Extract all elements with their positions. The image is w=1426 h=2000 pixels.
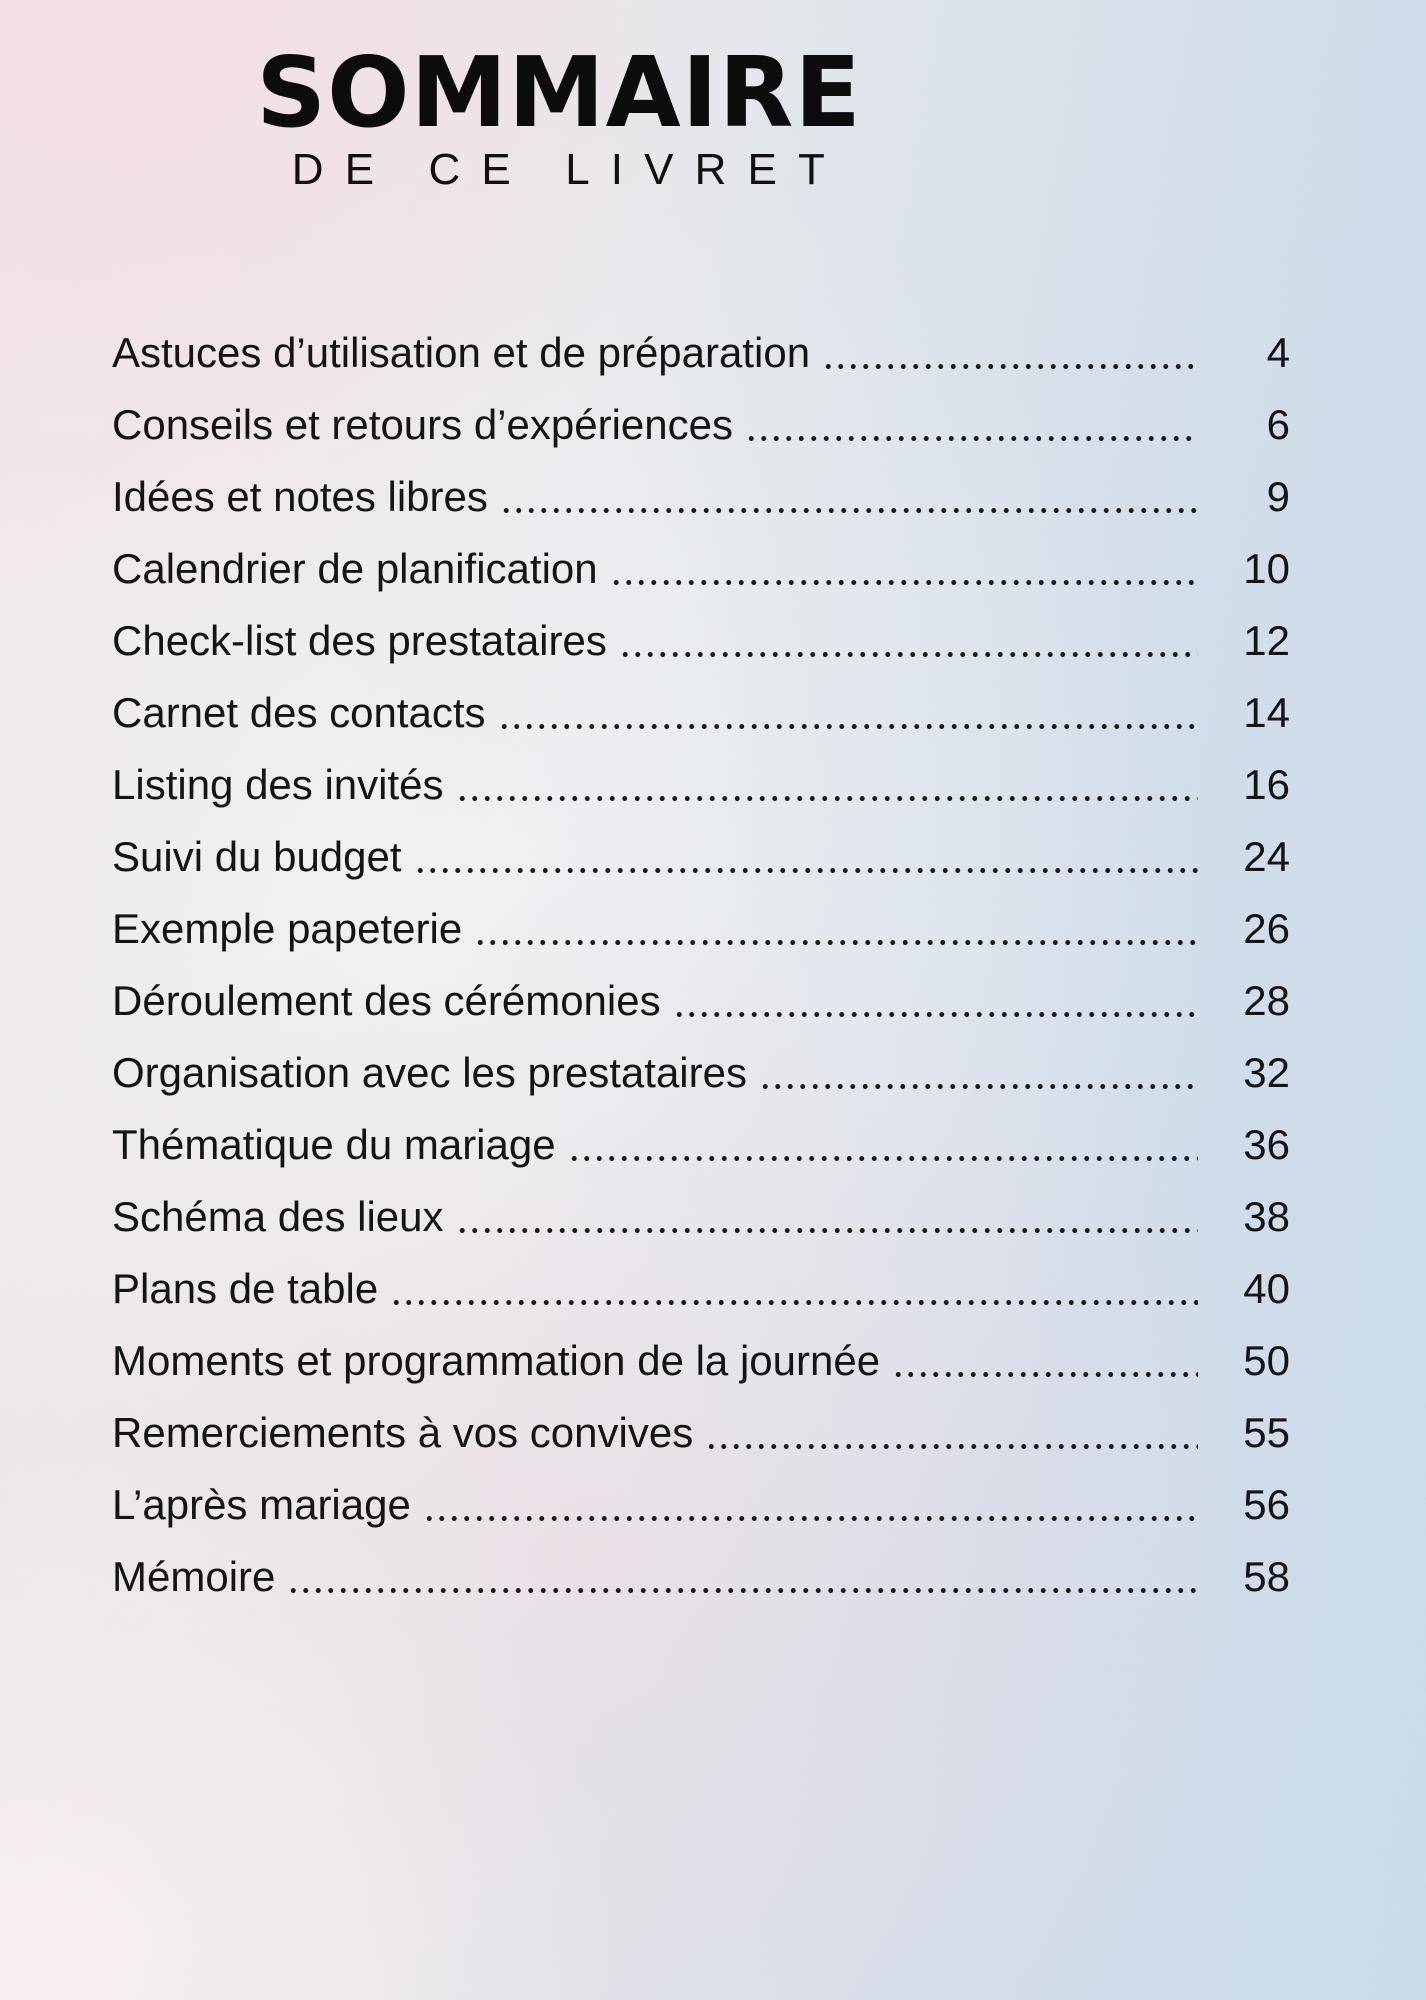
dot-leader [705,1397,1198,1469]
toc-entry-page: 26 [1243,905,1290,952]
toc-row [112,893,1290,965]
toc-entry-page: 14 [1243,689,1290,736]
page-title: SOMMAIRE [256,36,862,149]
dot-leader [498,677,1198,749]
toc-row [112,1325,1290,1397]
toc-entry-label: Organisation avec les prestataires [112,1049,747,1096]
toc-entry-page: 36 [1243,1121,1290,1168]
toc-row [112,1181,1290,1253]
toc-row [112,1397,1290,1469]
dot-leader [610,533,1198,605]
toc-entry-page: 50 [1243,1337,1290,1384]
dot-leader [759,1037,1198,1109]
toc-entry-page: 9 [1266,473,1290,520]
dot-leader [673,965,1198,1037]
toc-entry-page: 58 [1243,1553,1290,1600]
toc-entry-page: 6 [1266,401,1290,448]
toc-row [112,1109,1290,1181]
toc-entry-label: Calendrier de planification [112,545,598,592]
toc-entry-label: Conseils et retours d’expériences [112,401,733,448]
toc-entry-label: Idées et notes libres [112,473,488,520]
page-subtitle: DE CE LIVRET [291,145,846,194]
toc-entry-label: Suivi du budget [112,833,402,880]
toc-entry-page: 56 [1243,1481,1290,1528]
dot-leader [892,1325,1198,1397]
toc-row [112,821,1290,893]
toc-entry-label: Plans de table [112,1265,379,1312]
page-header [112,36,1006,195]
toc-entry-label: Moments et programmation de la journée [112,1337,881,1384]
toc-row [112,1037,1290,1109]
dot-leader [568,1109,1198,1181]
toc-entry-label: Mémoire [112,1553,276,1600]
toc-entry-label: Carnet des contacts [112,689,486,736]
toc-row [112,677,1290,749]
toc-list [112,317,1290,1613]
toc-entry-label: Thématique du mariage [112,1121,556,1168]
toc-entry-page: 12 [1243,617,1290,664]
dot-leader [423,1469,1198,1541]
toc-row [112,533,1290,605]
toc-row [112,461,1290,533]
toc-row [112,749,1290,821]
toc-entry-page: 4 [1266,329,1290,376]
toc-entry-label: Astuces d’utilisation et de préparation [112,329,811,376]
toc-entry-label: Check-list des prestataires [112,617,607,664]
dot-leader [456,749,1198,821]
toc-entry-label: L’après mariage [112,1481,411,1528]
toc-entry-page: 55 [1243,1409,1290,1456]
toc-row [112,389,1290,461]
toc-entry-page: 16 [1243,761,1290,808]
dot-leader [500,461,1198,533]
toc-entry-page: 28 [1243,977,1290,1024]
toc-entry-page: 10 [1243,545,1290,592]
toc-entry-page: 24 [1243,833,1290,880]
dot-leader [619,605,1198,677]
toc-entry-label: Listing des invités [112,761,444,808]
toc-row [112,1253,1290,1325]
toc-row [112,1469,1290,1541]
dot-leader [287,1541,1198,1613]
toc-entry-label: Remerciements à vos convives [112,1409,694,1456]
toc-entry-page: 32 [1243,1049,1290,1096]
toc-entry-page: 38 [1243,1193,1290,1240]
toc-row [112,605,1290,677]
toc-entry-page: 40 [1243,1265,1290,1312]
toc-entry-label: Schéma des lieux [112,1193,444,1240]
toc-row [112,1541,1290,1613]
dot-leader [745,389,1198,461]
dot-leader [390,1253,1198,1325]
toc-entry-label: Déroulement des cérémonies [112,977,661,1024]
toc-row [112,965,1290,1037]
dot-leader [414,821,1198,893]
dot-leader [456,1181,1198,1253]
toc-row [112,317,1290,389]
dot-leader [474,893,1198,965]
toc-entry-label: Exemple papeterie [112,905,463,952]
dot-leader [822,317,1198,389]
